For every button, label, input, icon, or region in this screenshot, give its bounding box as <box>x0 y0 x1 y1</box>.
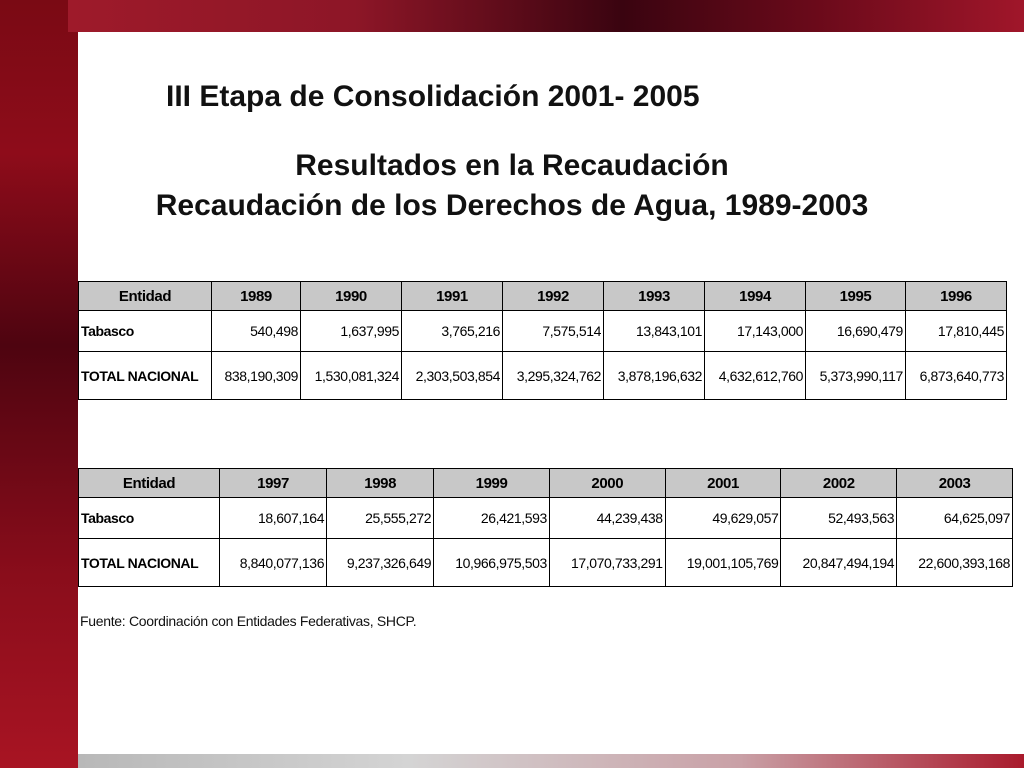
year-header: 1993 <box>604 282 705 311</box>
table-header-row <box>79 282 1007 311</box>
slide-title <box>78 146 946 226</box>
value-cell: 5,373,990,117 <box>806 352 906 400</box>
value-cell: 1,637,995 <box>300 311 401 352</box>
title-line-1: Resultados en la Recaudación <box>295 149 729 182</box>
year-header: 1991 <box>402 282 503 311</box>
year-header: 2000 <box>549 469 665 498</box>
year-header: 1995 <box>806 282 906 311</box>
year-header: 1992 <box>503 282 604 311</box>
year-header: 1998 <box>327 469 434 498</box>
entity-cell: TOTAL NACIONAL <box>79 539 220 587</box>
entity-cell: TOTAL NACIONAL <box>79 352 212 400</box>
value-cell: 25,555,272 <box>327 498 434 539</box>
value-cell: 838,190,309 <box>212 352 301 400</box>
bottom-decorative-bar <box>78 754 1024 768</box>
year-header: 2002 <box>781 469 897 498</box>
value-cell: 2,303,503,854 <box>402 352 503 400</box>
slide-heading: III Etapa de Consolidación 2001- 2005 <box>166 80 700 113</box>
value-cell: 6,873,640,773 <box>905 352 1006 400</box>
value-cell: 26,421,593 <box>434 498 550 539</box>
table-row-total-nacional <box>79 352 1007 400</box>
table-row-tabasco <box>79 498 1013 539</box>
table-header-row <box>79 469 1013 498</box>
entity-cell: Tabasco <box>79 311 212 352</box>
revenue-table-1997-2003 <box>78 468 1013 587</box>
value-cell: 17,143,000 <box>705 311 806 352</box>
value-cell: 7,575,514 <box>503 311 604 352</box>
year-header: 1990 <box>300 282 401 311</box>
revenue-table-1989-1996 <box>78 281 1007 400</box>
title-line-2: Recaudación de los Derechos de Agua, 1989-2003 <box>155 189 869 222</box>
year-header: 2003 <box>897 469 1013 498</box>
value-cell: 16,690,479 <box>806 311 906 352</box>
table-row-total-nacional <box>79 539 1013 587</box>
entity-column-header: Entidad <box>79 282 212 311</box>
table-row-tabasco <box>79 311 1007 352</box>
value-cell: 1,530,081,324 <box>300 352 401 400</box>
value-cell: 17,810,445 <box>905 311 1006 352</box>
entity-cell: Tabasco <box>79 498 220 539</box>
year-header: 1994 <box>705 282 806 311</box>
value-cell: 8,840,077,136 <box>220 539 327 587</box>
value-cell: 18,607,164 <box>220 498 327 539</box>
year-header: 2001 <box>665 469 781 498</box>
source-note: Fuente: Coordinación con Entidades Federativas, SHCP. <box>80 613 417 629</box>
left-decorative-bar <box>0 0 78 768</box>
year-header: 1997 <box>220 469 327 498</box>
year-header: 1989 <box>212 282 301 311</box>
value-cell: 20,847,494,194 <box>781 539 897 587</box>
value-cell: 52,493,563 <box>781 498 897 539</box>
value-cell: 3,878,196,632 <box>604 352 705 400</box>
year-header: 1999 <box>434 469 550 498</box>
value-cell: 3,295,324,762 <box>503 352 604 400</box>
value-cell: 540,498 <box>212 311 301 352</box>
value-cell: 19,001,105,769 <box>665 539 781 587</box>
value-cell: 17,070,733,291 <box>549 539 665 587</box>
value-cell: 13,843,101 <box>604 311 705 352</box>
value-cell: 3,765,216 <box>402 311 503 352</box>
entity-column-header: Entidad <box>79 469 220 498</box>
value-cell: 49,629,057 <box>665 498 781 539</box>
value-cell: 4,632,612,760 <box>705 352 806 400</box>
top-decorative-bar <box>68 0 1024 32</box>
year-header: 1996 <box>905 282 1006 311</box>
value-cell: 10,966,975,503 <box>434 539 550 587</box>
value-cell: 22,600,393,168 <box>897 539 1013 587</box>
value-cell: 9,237,326,649 <box>327 539 434 587</box>
value-cell: 44,239,438 <box>549 498 665 539</box>
value-cell: 64,625,097 <box>897 498 1013 539</box>
